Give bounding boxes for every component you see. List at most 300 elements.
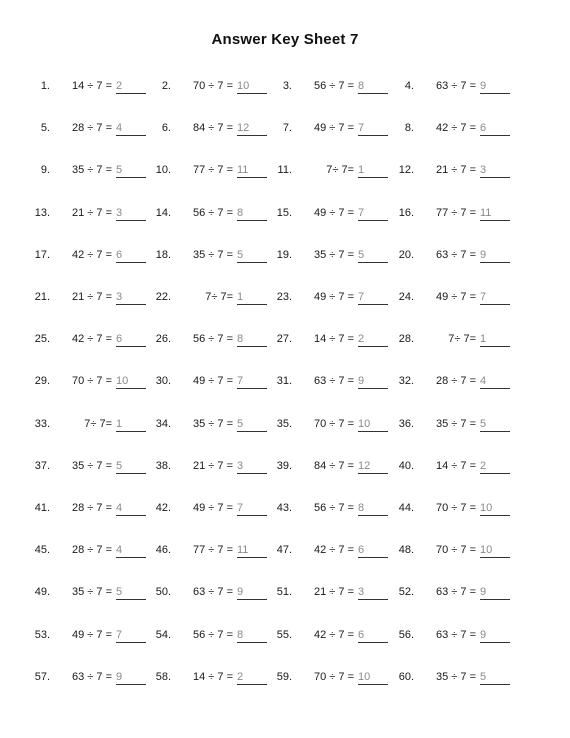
problem-number: 60. (398, 671, 414, 683)
problem-item (392, 543, 524, 559)
problem-item (149, 206, 281, 222)
problem-item (149, 332, 281, 348)
answer-blank (358, 206, 388, 221)
problem-number: 46. (155, 544, 171, 556)
problem-expression: 70 ÷ 7 = (436, 544, 476, 556)
problem-expression: 49 ÷ 7 = (314, 122, 354, 134)
answer-value: 10 (237, 80, 250, 92)
answer-value: 8 (237, 333, 244, 345)
answer-blank (116, 163, 146, 178)
answer-value: 3 (480, 164, 487, 176)
answer-value: 3 (358, 586, 365, 598)
problem-item (392, 628, 524, 644)
problem-number: 57. (34, 671, 50, 683)
answer-value: 7 (237, 502, 244, 514)
problem-number: 29. (34, 375, 50, 387)
problem-number: 52. (398, 586, 414, 598)
problem-expression: 35 ÷ 7 = (72, 586, 112, 598)
problem-expression: 14 ÷ 7 = (72, 80, 112, 92)
answer-blank (116, 206, 146, 221)
problem-number: 8. (404, 122, 414, 134)
answer-blank (116, 628, 146, 643)
problem-item (270, 206, 402, 222)
answer-blank (237, 459, 267, 474)
answer-blank (358, 332, 388, 347)
answer-blank (480, 628, 510, 643)
problem-number: 4. (404, 80, 414, 92)
problem-number: 18. (155, 249, 171, 261)
answer-value: 4 (116, 122, 123, 134)
answer-value: 11 (480, 207, 492, 219)
answer-value: 5 (116, 164, 123, 176)
answer-value: 3 (237, 460, 244, 472)
problem-item (28, 670, 160, 686)
problem-expression: 42 ÷ 7 = (314, 544, 354, 556)
problem-expression: 56 ÷ 7 = (193, 333, 233, 345)
problem-expression: 42 ÷ 7 = (314, 629, 354, 641)
problem-number: 3. (282, 80, 292, 92)
answer-blank (480, 206, 510, 221)
problem-number: 7. (282, 122, 292, 134)
problem-number: 40. (398, 460, 414, 472)
problem-number: 32. (398, 375, 414, 387)
problem-item (392, 332, 524, 348)
problem-number: 13. (34, 207, 50, 219)
problem-expression: 77 ÷ 7 = (193, 544, 233, 556)
problem-item (28, 501, 160, 517)
problem-number: 58. (155, 671, 171, 683)
problem-expression: 84 ÷ 7 = (314, 460, 354, 472)
problem-expression: 21 ÷ 7 = (72, 291, 112, 303)
problem-item (270, 290, 402, 306)
problem-number: 34. (155, 418, 171, 430)
problem-expression: 35 ÷ 7 = (436, 418, 476, 430)
answer-value: 10 (480, 502, 493, 514)
answer-value: 2 (480, 460, 487, 472)
answer-value: 12 (237, 122, 250, 134)
answer-blank (116, 501, 146, 516)
answer-blank (358, 163, 388, 178)
problem-expression: 63 ÷ 7 = (193, 586, 233, 598)
answer-value: 12 (358, 460, 371, 472)
answer-blank (116, 121, 146, 136)
problem-item (392, 290, 524, 306)
problem-item (270, 501, 402, 517)
problem-expression: 21 ÷ 7 = (314, 586, 354, 598)
answer-blank (480, 585, 510, 600)
problem-number: 48. (398, 544, 414, 556)
answer-value: 10 (358, 671, 371, 683)
answer-blank (237, 206, 267, 221)
answer-value: 4 (116, 544, 123, 556)
answer-blank (480, 417, 510, 432)
problem-expression: 35 ÷ 7 = (314, 249, 354, 261)
problem-item (149, 459, 281, 475)
answer-value: 6 (480, 122, 487, 134)
answer-value: 5 (358, 249, 365, 261)
answer-blank (480, 670, 510, 685)
problem-item (270, 459, 402, 475)
answer-blank (358, 374, 388, 389)
problem-number: 14. (155, 207, 171, 219)
answer-blank (480, 121, 510, 136)
answer-value: 11 (237, 164, 249, 176)
answer-value: 8 (358, 502, 365, 514)
answer-blank (237, 670, 267, 685)
problem-expression: 63 ÷ 7 = (436, 586, 476, 598)
problem-item (149, 248, 281, 264)
problem-expression: 70 ÷ 7 = (314, 418, 354, 430)
answer-value: 5 (237, 418, 244, 430)
answer-value: 5 (116, 460, 123, 472)
answer-blank (480, 459, 510, 474)
problem-number: 25. (34, 333, 50, 345)
answer-value: 5 (480, 671, 487, 683)
problem-expression: 35 ÷ 7 = (193, 418, 233, 430)
problem-number: 15. (276, 207, 292, 219)
problem-number: 19. (276, 249, 292, 261)
problem-number: 44. (398, 502, 414, 514)
problem-expression: 84 ÷ 7 = (193, 122, 233, 134)
problem-number: 9. (40, 164, 50, 176)
problem-number: 38. (155, 460, 171, 472)
answer-value: 6 (116, 333, 123, 345)
problem-item (149, 417, 281, 433)
answer-blank (237, 628, 267, 643)
problem-item (270, 417, 402, 433)
answer-blank (116, 417, 146, 432)
problem-number: 47. (276, 544, 292, 556)
problem-item (28, 585, 160, 601)
answer-value: 1 (358, 164, 365, 176)
answer-blank (480, 332, 510, 347)
problem-expression: 63 ÷ 7 = (72, 671, 112, 683)
problem-expression: 35 ÷ 7 = (436, 671, 476, 683)
answer-value: 8 (237, 629, 244, 641)
problem-expression: 63 ÷ 7 = (314, 375, 354, 387)
problem-expression: 77 ÷ 7 = (193, 164, 233, 176)
answer-value: 7 (358, 291, 365, 303)
problem-item (28, 374, 160, 390)
problem-item (28, 290, 160, 306)
answer-blank (480, 163, 510, 178)
answer-value: 6 (358, 629, 365, 641)
problem-expression: 49 ÷ 7 = (72, 629, 112, 641)
problem-expression: 63 ÷ 7 = (436, 249, 476, 261)
problem-number: 35. (276, 418, 292, 430)
answer-blank (116, 79, 146, 94)
problem-number: 56. (398, 629, 414, 641)
problem-number: 12. (398, 164, 414, 176)
problem-expression: 70 ÷ 7 = (314, 671, 354, 683)
problem-number: 53. (34, 629, 50, 641)
answer-value: 8 (237, 207, 244, 219)
answer-blank (358, 543, 388, 558)
answer-blank (480, 248, 510, 263)
problem-number: 11. (277, 164, 292, 176)
answer-blank (358, 585, 388, 600)
problem-expression: 14 ÷ 7 = (314, 333, 354, 345)
problem-item (392, 79, 524, 95)
problem-item (149, 585, 281, 601)
problem-expression: 49 ÷ 7 = (436, 291, 476, 303)
answer-blank (358, 501, 388, 516)
problem-expression: 42 ÷ 7 = (72, 249, 112, 261)
problem-number: 59. (276, 671, 292, 683)
problem-expression: 70 ÷ 7 = (436, 502, 476, 514)
problem-expression: 7÷ 7= (326, 164, 354, 176)
answer-value: 7 (116, 629, 123, 641)
answer-blank (358, 290, 388, 305)
problem-expression: 21 ÷ 7 = (193, 460, 233, 472)
problem-item (149, 290, 281, 306)
problem-item (392, 670, 524, 686)
answer-blank (480, 374, 510, 389)
problem-expression: 70 ÷ 7 = (72, 375, 112, 387)
problem-expression: 21 ÷ 7 = (72, 207, 112, 219)
problem-item (392, 374, 524, 390)
answer-blank (237, 163, 267, 178)
answer-blank (237, 79, 267, 94)
problem-item (28, 543, 160, 559)
problem-number: 2. (161, 80, 171, 92)
problem-item (392, 459, 524, 475)
answer-value: 10 (480, 544, 493, 556)
problem-expression: 63 ÷ 7 = (436, 80, 476, 92)
problem-expression: 56 ÷ 7 = (314, 502, 354, 514)
answer-blank (237, 248, 267, 263)
answer-value: 4 (116, 502, 123, 514)
problem-expression: 49 ÷ 7 = (314, 291, 354, 303)
answer-value: 10 (116, 375, 129, 387)
problem-item (270, 121, 402, 137)
problem-number: 31. (276, 375, 292, 387)
problem-number: 37. (34, 460, 50, 472)
problem-item (28, 417, 160, 433)
problem-expression: 14 ÷ 7 = (193, 671, 233, 683)
problem-expression: 42 ÷ 7 = (72, 333, 112, 345)
problem-item (270, 248, 402, 264)
answer-blank (116, 374, 146, 389)
problem-number: 27. (276, 333, 292, 345)
problem-item (392, 417, 524, 433)
problem-item (149, 121, 281, 137)
answer-blank (358, 79, 388, 94)
answer-value: 9 (237, 586, 244, 598)
problem-number: 6. (161, 122, 171, 134)
answer-blank (237, 374, 267, 389)
problem-number: 16. (398, 207, 414, 219)
answer-value: 2 (358, 333, 365, 345)
problem-item (392, 248, 524, 264)
problem-item (149, 501, 281, 517)
problem-item (270, 163, 402, 179)
problem-expression: 49 ÷ 7 = (314, 207, 354, 219)
problem-item (28, 79, 160, 95)
problem-item (28, 459, 160, 475)
answer-value: 3 (116, 291, 123, 303)
problem-item (270, 332, 402, 348)
answer-blank (116, 332, 146, 347)
answer-value: 7 (237, 375, 244, 387)
answer-blank (480, 543, 510, 558)
problem-expression: 21 ÷ 7 = (436, 164, 476, 176)
problem-item (28, 332, 160, 348)
problem-item (28, 163, 160, 179)
problem-item (149, 374, 281, 390)
problem-expression: 7÷ 7= (448, 333, 476, 345)
answer-value: 6 (358, 544, 365, 556)
answer-value: 7 (358, 207, 365, 219)
problem-item (270, 374, 402, 390)
problem-number: 28. (398, 333, 414, 345)
problem-expression: 35 ÷ 7 = (72, 164, 112, 176)
problem-number: 26. (155, 333, 171, 345)
problem-expression: 56 ÷ 7 = (193, 207, 233, 219)
answer-blank (358, 417, 388, 432)
problem-number: 45. (34, 544, 50, 556)
problem-number: 5. (40, 122, 50, 134)
problem-item (28, 628, 160, 644)
answer-blank (480, 290, 510, 305)
problem-expression: 56 ÷ 7 = (314, 80, 354, 92)
problem-expression: 7÷ 7= (205, 291, 233, 303)
answer-value: 5 (116, 586, 123, 598)
problem-expression: 77 ÷ 7 = (436, 207, 476, 219)
answer-value: 2 (116, 80, 123, 92)
answer-blank (358, 628, 388, 643)
problem-expression: 28 ÷ 7 = (72, 122, 112, 134)
answer-blank (237, 332, 267, 347)
problem-item (270, 543, 402, 559)
answer-blank (237, 501, 267, 516)
problem-expression: 28 ÷ 7 = (72, 502, 112, 514)
answer-blank (237, 417, 267, 432)
problem-item (392, 163, 524, 179)
problem-item (392, 121, 524, 137)
answer-value: 2 (237, 671, 244, 683)
problem-number: 43. (276, 502, 292, 514)
problem-number: 17. (34, 249, 50, 261)
page-title: Answer Key Sheet 7 (211, 31, 359, 48)
answer-value: 9 (480, 629, 487, 641)
answer-blank (358, 459, 388, 474)
problem-expression: 70 ÷ 7 = (193, 80, 233, 92)
answer-value: 1 (116, 418, 123, 430)
problem-number: 22. (155, 291, 171, 303)
problem-number: 33. (34, 418, 50, 430)
problem-number: 39. (276, 460, 292, 472)
answer-blank (480, 501, 510, 516)
problem-item (149, 628, 281, 644)
problem-item (270, 670, 402, 686)
answer-value: 7 (480, 291, 487, 303)
answer-value: 9 (480, 586, 487, 598)
answer-blank (358, 121, 388, 136)
problem-item (392, 206, 524, 222)
problem-item (270, 585, 402, 601)
answer-blank (116, 670, 146, 685)
problem-item (28, 206, 160, 222)
answer-value: 9 (116, 671, 123, 683)
problem-expression: 49 ÷ 7 = (193, 375, 233, 387)
problem-number: 21. (34, 291, 50, 303)
answer-blank (480, 79, 510, 94)
problem-number: 55. (276, 629, 292, 641)
answer-blank (237, 543, 267, 558)
problem-number: 20. (398, 249, 414, 261)
problem-item (149, 670, 281, 686)
problem-number: 10. (155, 164, 171, 176)
problem-number: 51. (276, 586, 292, 598)
answer-blank (237, 290, 267, 305)
problem-number: 24. (398, 291, 414, 303)
problem-item (392, 501, 524, 517)
problem-expression: 28 ÷ 7 = (436, 375, 476, 387)
answer-blank (116, 248, 146, 263)
answer-blank (116, 459, 146, 474)
answer-value: 10 (358, 418, 371, 430)
problem-item (28, 121, 160, 137)
problem-expression: 35 ÷ 7 = (72, 460, 112, 472)
problem-number: 41. (34, 502, 50, 514)
problem-expression: 49 ÷ 7 = (193, 502, 233, 514)
problem-item (270, 79, 402, 95)
problem-expression: 14 ÷ 7 = (436, 460, 476, 472)
answer-value: 5 (237, 249, 244, 261)
answer-blank (116, 543, 146, 558)
answer-value: 9 (358, 375, 365, 387)
problem-number: 1. (40, 80, 50, 92)
answer-value: 7 (358, 122, 365, 134)
problem-expression: 42 ÷ 7 = (436, 122, 476, 134)
answer-blank (358, 248, 388, 263)
problem-number: 42. (155, 502, 171, 514)
answer-value: 1 (237, 291, 244, 303)
problem-item (270, 628, 402, 644)
problem-item (28, 248, 160, 264)
problem-number: 54. (155, 629, 171, 641)
problem-expression: 63 ÷ 7 = (436, 629, 476, 641)
answer-value: 9 (480, 80, 487, 92)
answer-value: 8 (358, 80, 365, 92)
problem-number: 36. (398, 418, 414, 430)
answer-blank (116, 585, 146, 600)
answer-value: 6 (116, 249, 123, 261)
problem-number: 23. (276, 291, 292, 303)
answer-value: 5 (480, 418, 487, 430)
problem-expression: 56 ÷ 7 = (193, 629, 233, 641)
problem-expression: 35 ÷ 7 = (193, 249, 233, 261)
answer-value: 1 (480, 333, 487, 345)
problem-expression: 28 ÷ 7 = (72, 544, 112, 556)
problem-number: 49. (34, 586, 50, 598)
answer-blank (358, 670, 388, 685)
problem-number: 30. (155, 375, 171, 387)
problem-item (149, 543, 281, 559)
answer-value: 9 (480, 249, 487, 261)
problem-number: 50. (155, 586, 171, 598)
problem-item (392, 585, 524, 601)
answer-blank (116, 290, 146, 305)
problem-expression: 7÷ 7= (84, 418, 112, 430)
answer-blank (237, 121, 267, 136)
problem-item (149, 163, 281, 179)
answer-value: 11 (237, 544, 249, 556)
answer-value: 4 (480, 375, 487, 387)
problem-item (149, 79, 281, 95)
answer-value: 3 (116, 207, 123, 219)
